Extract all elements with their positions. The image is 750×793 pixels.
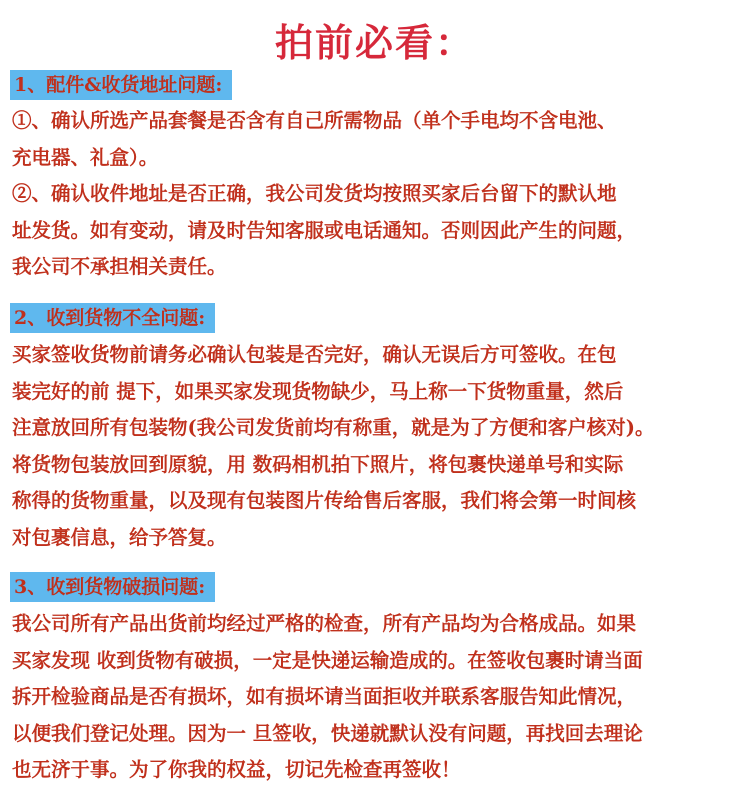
section-1-paragraph-2 <box>12 176 740 286</box>
section-2-paragraph-1 <box>12 337 740 556</box>
text-line: 对包裹信息，给予答复。 <box>12 525 227 549</box>
section-1-heading: 1、配件&收货地址问题: <box>10 70 232 100</box>
text-line: 以便我们登记处理。因为一 旦签收，快递就默认没有问题，再找回去理论 <box>12 721 643 745</box>
text-line: 将货物包装放回到原貌，用 数码相机拍下照片，将包裹快递单号和实际 <box>12 452 624 476</box>
section-3-paragraph-1 <box>12 606 740 789</box>
text-line: ①、确认所选产品套餐是否含有自己所需物品（单个手电均不含电池、 <box>12 109 617 132</box>
text-line: 装完好的前 提下，如果买家发现货物缺少，马上称一下货物重量，然后 <box>12 379 624 403</box>
text-line: 买家发现 收到货物有破损，一定是快递运输造成的。在签收包裹时请当面 <box>12 648 643 672</box>
text-line: 买家签收货物前请务必确认包装是否完好，确认无误后方可签收。在包 <box>12 343 617 366</box>
text-line: 称得的货物重量，以及现有包装图片传给售后客服，我们将会第一时间核 <box>12 489 637 512</box>
text-line: 拆开检验商品是否有损坏，如有损坏请当面拒收并联系客服告知此情况， <box>12 685 637 708</box>
page-title: 拍前必看： <box>274 20 475 65</box>
section-3-heading: 3、收到货物破损问题: <box>10 572 215 602</box>
section-1-paragraph-1 <box>12 103 740 176</box>
text-line: 充电器、礼盒）。 <box>12 145 159 169</box>
text-line: ②、确认收件地址是否正确，我公司发货均按照买家后台留下的默认地 <box>12 182 617 205</box>
text-line: 注意放回所有包装物(我公司发货前均有称重，就是为了方便和客户核对)。 <box>12 416 655 439</box>
section-2-heading: 2、收到货物不全问题: <box>10 303 215 333</box>
text-line: 址发货。如有变动，请及时告知客服或电话通知。否则因此产生的问题， <box>12 218 637 242</box>
text-line: 我公司所有产品出货前均经过严格的检查，所有产品均为合格成品。如果 <box>12 612 637 635</box>
text-line: 也无济于事。为了你我的权益，切记先检查再签收！ <box>12 758 461 781</box>
text-line: 我公司不承担相关责任。 <box>12 255 227 278</box>
